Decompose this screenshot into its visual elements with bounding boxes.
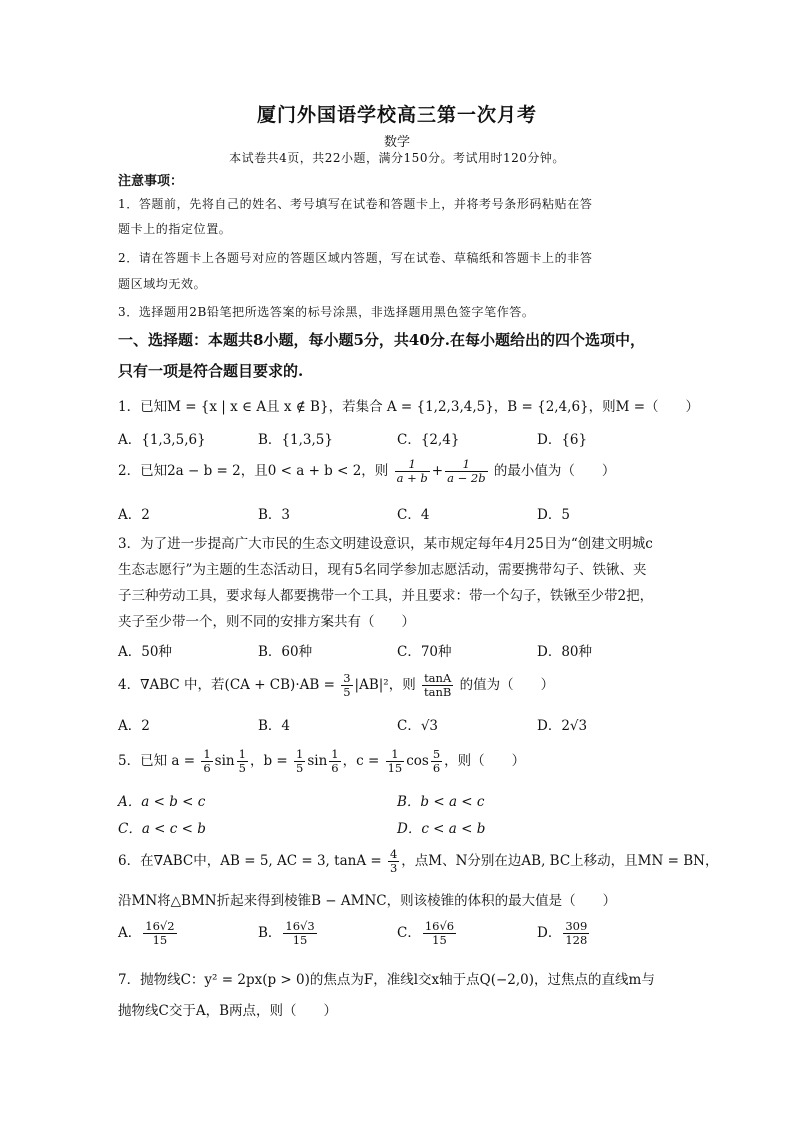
q3-option-d: D．80种 <box>537 644 593 660</box>
q3-option-b: B．60种 <box>258 644 313 660</box>
q6-option-a-num: 16√2 <box>145 919 175 933</box>
q5-c-cos: cos <box>406 753 429 770</box>
q3-option-a: A．50种 <box>118 644 172 660</box>
q2-option-c: C．4 <box>397 507 430 523</box>
question-3-line-1: 3．为了进一步提高广大市民的生态文明建设意识，某市规定每年4月25日为“创建文明城c <box>118 536 653 552</box>
q6-option-a <box>118 920 179 947</box>
q2-fraction-1 <box>395 458 430 485</box>
exam-subject: 数学 <box>383 135 410 150</box>
q5-b-coef <box>294 748 305 775</box>
q2-f1-numerator: 1 <box>395 458 430 472</box>
question-3-line-2: 生态志愿行”为主题的生态活动日，现有5名同学参加志愿活动，需要携带勾子、铁锹、夹 <box>118 562 647 578</box>
q4-f-denominator: 5 <box>343 685 351 700</box>
q6-option-a-fraction <box>143 920 176 947</box>
exam-title: 厦门外国语学校高三第一次月考 <box>256 104 537 126</box>
exam-info: 本试卷共4页，共22小题，满分150分。考试用时120分钟。 <box>229 151 565 165</box>
question-2 <box>118 458 615 485</box>
q5-b-prefix: ，b = <box>249 753 288 770</box>
question-3-line-4: 夹子至少带一个，则不同的安排方案共有（ ） <box>118 614 415 630</box>
notice-item-1: 1．答题前，先将自己的姓名、考号填写在试卷和答题卡上，并将考号条形码粘贴在答 <box>118 197 593 211</box>
q4-prefix: 4．∇ABC 中，若(CA + CB)·AB = <box>118 677 335 694</box>
q4-tan-denominator: tanB <box>424 685 452 700</box>
q5-c-coef <box>386 748 405 775</box>
q6-option-d-num: 309 <box>565 919 588 933</box>
q2-option-d: D．5 <box>537 507 570 523</box>
q5-b-arg <box>329 748 340 775</box>
q6-option-b-den: 15 <box>292 933 308 948</box>
q5-a-arg-den: 5 <box>238 761 246 776</box>
question-1: 1．已知M = {x | x ∈ A且 x ∉ B}，若集合 A = {1,2,3,4,5}，B = {2,4,6}，则M =（ ） <box>118 399 700 415</box>
q5-b-arg-den: 6 <box>331 761 339 776</box>
section-heading-line1: 一、选择题：本题共8小题，每小题5分，共40分.在每小题给出的四个选项中， <box>118 331 645 349</box>
q5-b-arg-num: 1 <box>331 747 339 761</box>
q6-suffix: ，点M、N分别在边AB, BC上移动，且MN = BN， <box>401 853 719 870</box>
q6-option-c-num: 16√6 <box>424 919 455 933</box>
q4-option-c: C．√3 <box>397 718 439 734</box>
q2-f2-numerator: 1 <box>445 458 487 472</box>
notice-item-1-cont: 题卡上的指定位置。 <box>118 222 232 236</box>
q6-option-b-num: 16√3 <box>285 919 315 933</box>
question-6-line-2: 沿MN将△BMN折起来得到棱锥B − AMNC，则该棱锥的体积的最大值是（ ） <box>118 893 617 909</box>
question-4 <box>118 672 554 699</box>
q4-option-a: A．2 <box>118 718 150 734</box>
q4-fraction <box>341 672 352 699</box>
question-7-line-2: 抛物线C交于A，B两点，则（ ） <box>118 1003 337 1019</box>
q6-option-d-den: 128 <box>565 933 588 948</box>
q6-option-a-den: 15 <box>152 933 168 948</box>
q5-option-c: C．a < c < b <box>118 821 206 837</box>
q5-prefix: 5．已知 a = <box>118 753 196 770</box>
q5-option-d: D．c < a < b <box>397 821 486 837</box>
notice-item-2: 2．请在答题卡上各题号对应的答题区域内答题，写在试卷、草稿纸和答题卡上的非答 <box>118 251 593 265</box>
q5-b-coef-num: 1 <box>296 747 304 761</box>
q2-f1-denominator: a + b <box>396 471 428 486</box>
q5-c-arg-den: 6 <box>432 761 441 776</box>
q5-c-coef-den: 15 <box>387 761 403 776</box>
q6-option-d-fraction <box>563 920 589 947</box>
q5-a-coef-den: 6 <box>203 761 211 776</box>
q6-prefix: 6．在∇ABC中，AB = 5, AC = 3, tanA = <box>118 853 382 870</box>
q2-plus: + <box>431 463 444 480</box>
q1-option-d: D．{6} <box>537 432 588 448</box>
q6-option-c-den: 15 <box>432 933 447 948</box>
q2-f2-denominator: a − 2b <box>447 471 486 486</box>
q1-option-a: A．{1,3,5,6} <box>118 432 206 448</box>
q1-option-c: C．{2,4} <box>397 432 460 448</box>
question-6 <box>118 848 718 875</box>
q6-f-numerator: 4 <box>389 847 398 861</box>
q4-option-b: B．4 <box>258 718 291 734</box>
q6-option-b-label: B． <box>258 925 282 942</box>
q5-b-coef-den: 5 <box>296 761 304 776</box>
q5-c-arg <box>431 748 442 775</box>
question-5 <box>118 748 525 775</box>
q6-option-d-label: D． <box>537 925 562 942</box>
q6-fraction <box>388 848 399 875</box>
q1-option-b: B．{1,3,5} <box>258 432 333 448</box>
q5-suffix: ，则（ ） <box>444 753 526 770</box>
q4-tan-numerator: tanA <box>422 672 453 686</box>
q5-a-sin: sin <box>214 753 235 770</box>
q5-a-arg-num: 1 <box>238 747 246 761</box>
q2-option-a: A．2 <box>118 507 150 523</box>
q3-option-c: C．70种 <box>397 644 452 660</box>
q2-prefix: 2．已知2a − b = 2，且0 < a + b < 2，则 <box>118 463 389 480</box>
q2-option-b: B．3 <box>258 507 291 523</box>
q4-f-numerator: 3 <box>343 671 351 685</box>
q4-mid: |AB|²，则 <box>354 677 416 694</box>
q2-fraction-2 <box>445 458 487 485</box>
q6-option-c <box>397 920 458 947</box>
q5-a-coef-num: 1 <box>203 747 211 761</box>
q5-c-prefix: ，c = <box>342 753 380 770</box>
q6-option-a-label: A． <box>118 925 142 942</box>
question-7-line-1: 7．抛物线C：y² = 2px(p > 0)的焦点为F，准线l交x轴于点Q(−2,0)，过焦点的直线m与 <box>118 972 655 988</box>
q4-tan-fraction <box>422 672 453 699</box>
q6-option-c-fraction <box>423 920 456 947</box>
q4-suffix: 的值为（ ） <box>459 677 555 694</box>
q5-b-sin: sin <box>307 753 328 770</box>
q5-a-coef <box>201 748 212 775</box>
q4-option-d: D．2√3 <box>537 718 588 734</box>
notice-item-2-cont: 题区域均无效。 <box>118 277 207 291</box>
q6-option-c-label: C． <box>397 925 421 942</box>
q6-option-b <box>258 920 319 947</box>
q2-suffix: 的最小值为（ ） <box>493 463 616 480</box>
q5-option-b: B．b < a < c <box>397 794 485 810</box>
notice-item-3: 3．选择题用2B铅笔把所选答案的标号涂黑，非选择题用黑色签字笔作答。 <box>118 305 535 319</box>
q5-option-a: A．a < b < c <box>118 794 206 810</box>
q5-a-arg <box>237 748 248 775</box>
q6-f-denominator: 3 <box>389 861 398 876</box>
q6-option-d <box>537 920 591 947</box>
section-heading-line2: 只有一项是符合题目要求的. <box>118 362 304 380</box>
question-3-line-3: 子三种劳动工具，要求每人都要携带一个工具，并且要求：带一个勾子，铁锹至少带2把， <box>118 588 654 604</box>
q5-c-coef-num: 1 <box>386 748 405 762</box>
notice-heading: 注意事项： <box>118 174 184 189</box>
q5-c-arg-num: 5 <box>432 747 441 761</box>
q6-option-b-fraction <box>283 920 316 947</box>
